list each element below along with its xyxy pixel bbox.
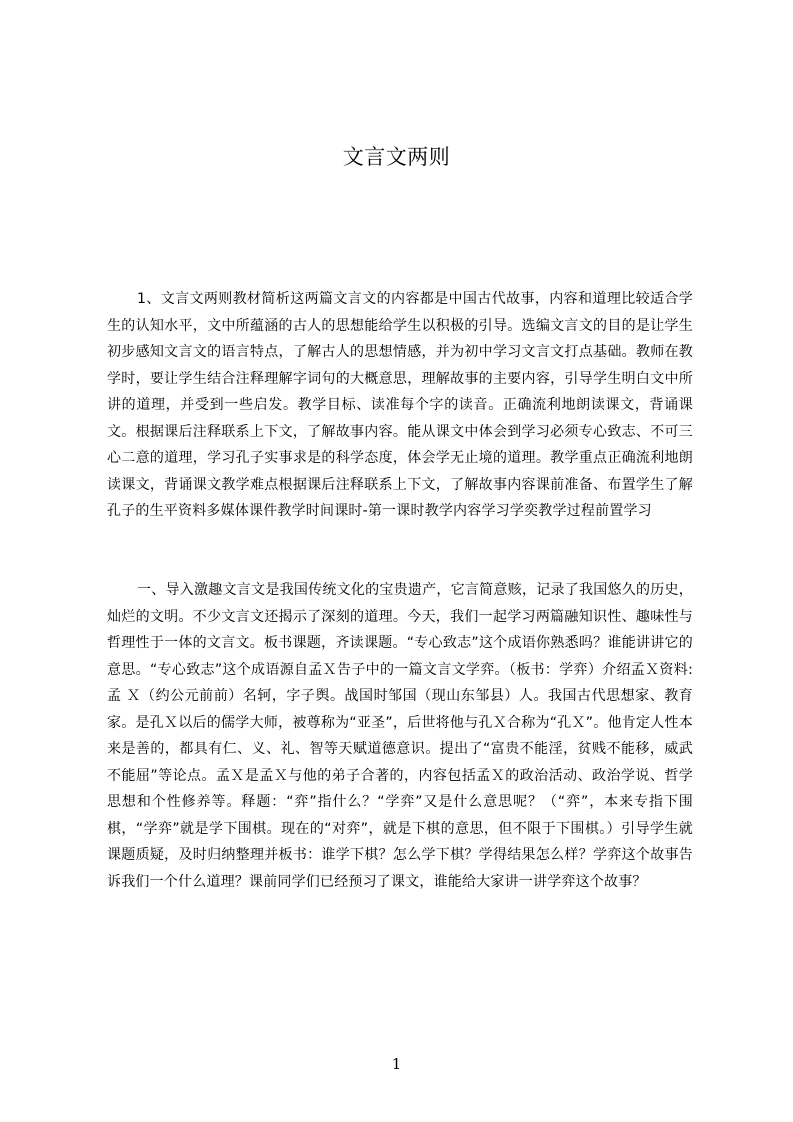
- page-number: 1: [391, 1055, 402, 1073]
- body-paragraph-2: 一、导入激趣文言文是我国传统文化的宝贵遗产，它言简意赅，记录了我国悠久的历史，灿烂的文明。不少文言文还揭示了深刻的道理。今天，我们一起学习两篇融知识性、趣味性与哲理性于一体的文言文。板书课题，齐读课题。“专心致志”这个成语你熟悉吗？谁能讲讲它的意思。“专心致志”这个成语源自孟Ｘ告子中的一篇文言文学弈。（板书：学弈）介绍孟Ｘ资料:孟 Ｘ（约公元前前）名轲，字子舆。战国时邹国（现山东邹县）人。我国古代思想家、教育家。是孔Ｘ以后的儒学大师，被尊称为“亚圣”，后世将他与孔Ｘ合称为“孔Ｘ”。他肯定人性本来是善的，都具有仁、义、礼、智等天赋道德意识。提出了“富贵不能淫，贫贱不能移，威武不能屈”等论点。孟Ｘ是孟Ｘ与他的弟子合著的，内容包括孟Ｘ的政治活动、政治学说、哲学思想和个性修养等。释题：“弈”指什么？“学弈”又是什么意思呢？（“弈”，本来专指下围棋，“学弈”就是学下围棋。现在的“对弈”，就是下棋的意思，但不限于下围棋。）引导学生就课题质疑，及时归纳整理并板书：谁学下棋？怎么学下棋？学得结果怎么样？学弈这个故事告诉我们一个什么道理？课前同学们已经预习了课文，谁能给大家讲一讲学弈这个故事？: [107, 582, 693, 890]
- document-title: 文言文两则: [342, 145, 451, 169]
- body-paragraph-1: 1、文言文两则教材简析这两篇文言文的内容都是中国古代故事，内容和道理比较适合学生的认知水平，文中所蕴涵的古人的思想能给学生以积极的引导。选编文言文的目的是让学生初步感知文言文的语言特点，了解古人的思想情感，并为初中学习文言文打点基础。教师在教学时，要让学生结合注释理解字词句的大概意思，理解故事的主要内容，引导学生明白文中所讲的道理，并受到一些启发。教学目标、读准每个字的读音。正确流利地朗读课文，背诵课文。根据课后注释联系上下文，了解故事内容。能从课文中体会到学习必须专心致志、不可三心二意的道理，学习孔子实事求是的科学态度，体会学无止境的道理。教学重点正确流利地朗读课文，背诵课文教学难点根据课后注释联系上下文，了解故事内容课前准备、布置学生了解孔子的生平资料多媒体课件教学时间课时-第一课时教学内容学习学奕教学过程前置学习: [107, 291, 693, 519]
